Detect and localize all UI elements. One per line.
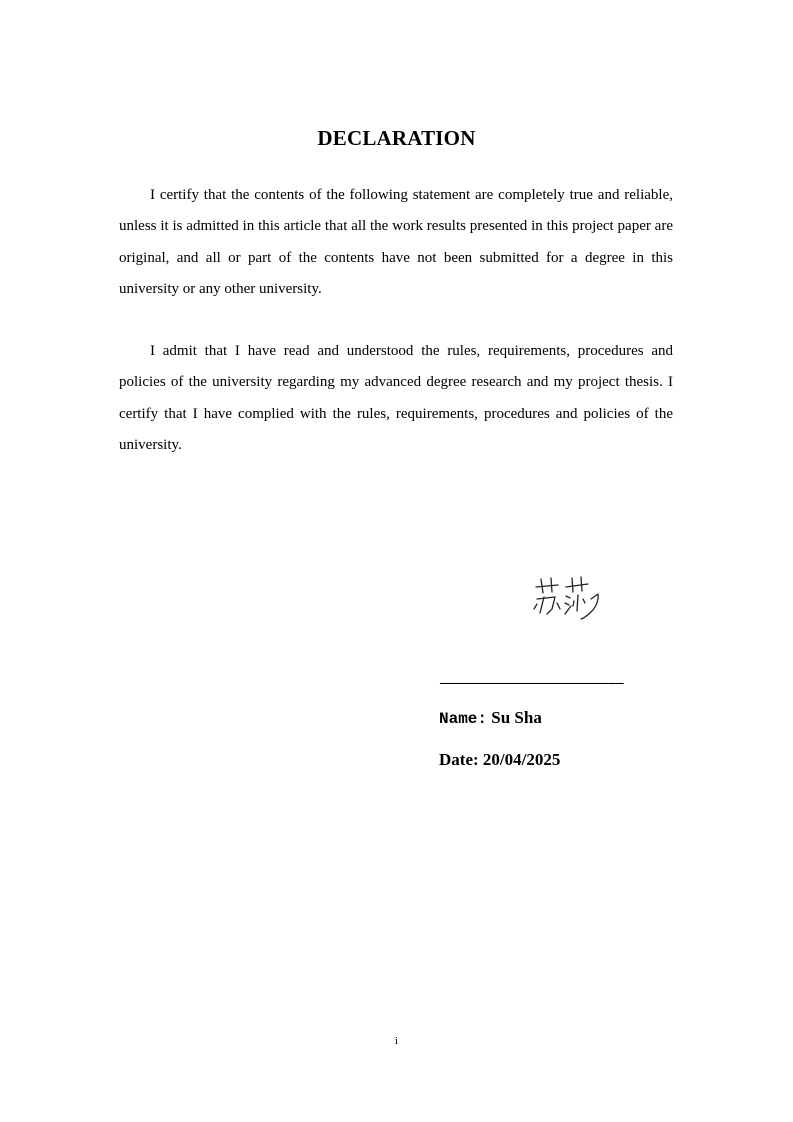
name-value: Su Sha xyxy=(491,708,542,727)
name-row xyxy=(439,708,542,728)
paragraph-text: I admit that I have read and understood the rules, requirements, procedures and policies of the university regarding my advanced degree research and my project thesis. I certify that I have complied with the rules, requirements, procedures and policies of the university. xyxy=(119,343,673,453)
signature-line: ________________________ xyxy=(440,670,624,686)
paragraph-text: I certify that the contents of the following statement are completely true and reliable, unless it is admitted in this article that all the work results presented in this project paper are original, and all or part of the contents have not been submitted for a degree in this university or any other university. xyxy=(119,187,673,297)
handwritten-signature xyxy=(528,573,608,623)
date-value: 20/04/2025 xyxy=(482,750,561,769)
date-row xyxy=(439,750,560,770)
declaration-paragraph-2 xyxy=(119,336,673,461)
name-label: Name xyxy=(439,710,478,728)
page-title: DECLARATION xyxy=(317,126,476,150)
name-separator: : xyxy=(477,710,488,728)
page-number: i xyxy=(394,1035,399,1047)
date-label: Date: xyxy=(439,750,479,769)
declaration-paragraph-1 xyxy=(119,180,673,305)
